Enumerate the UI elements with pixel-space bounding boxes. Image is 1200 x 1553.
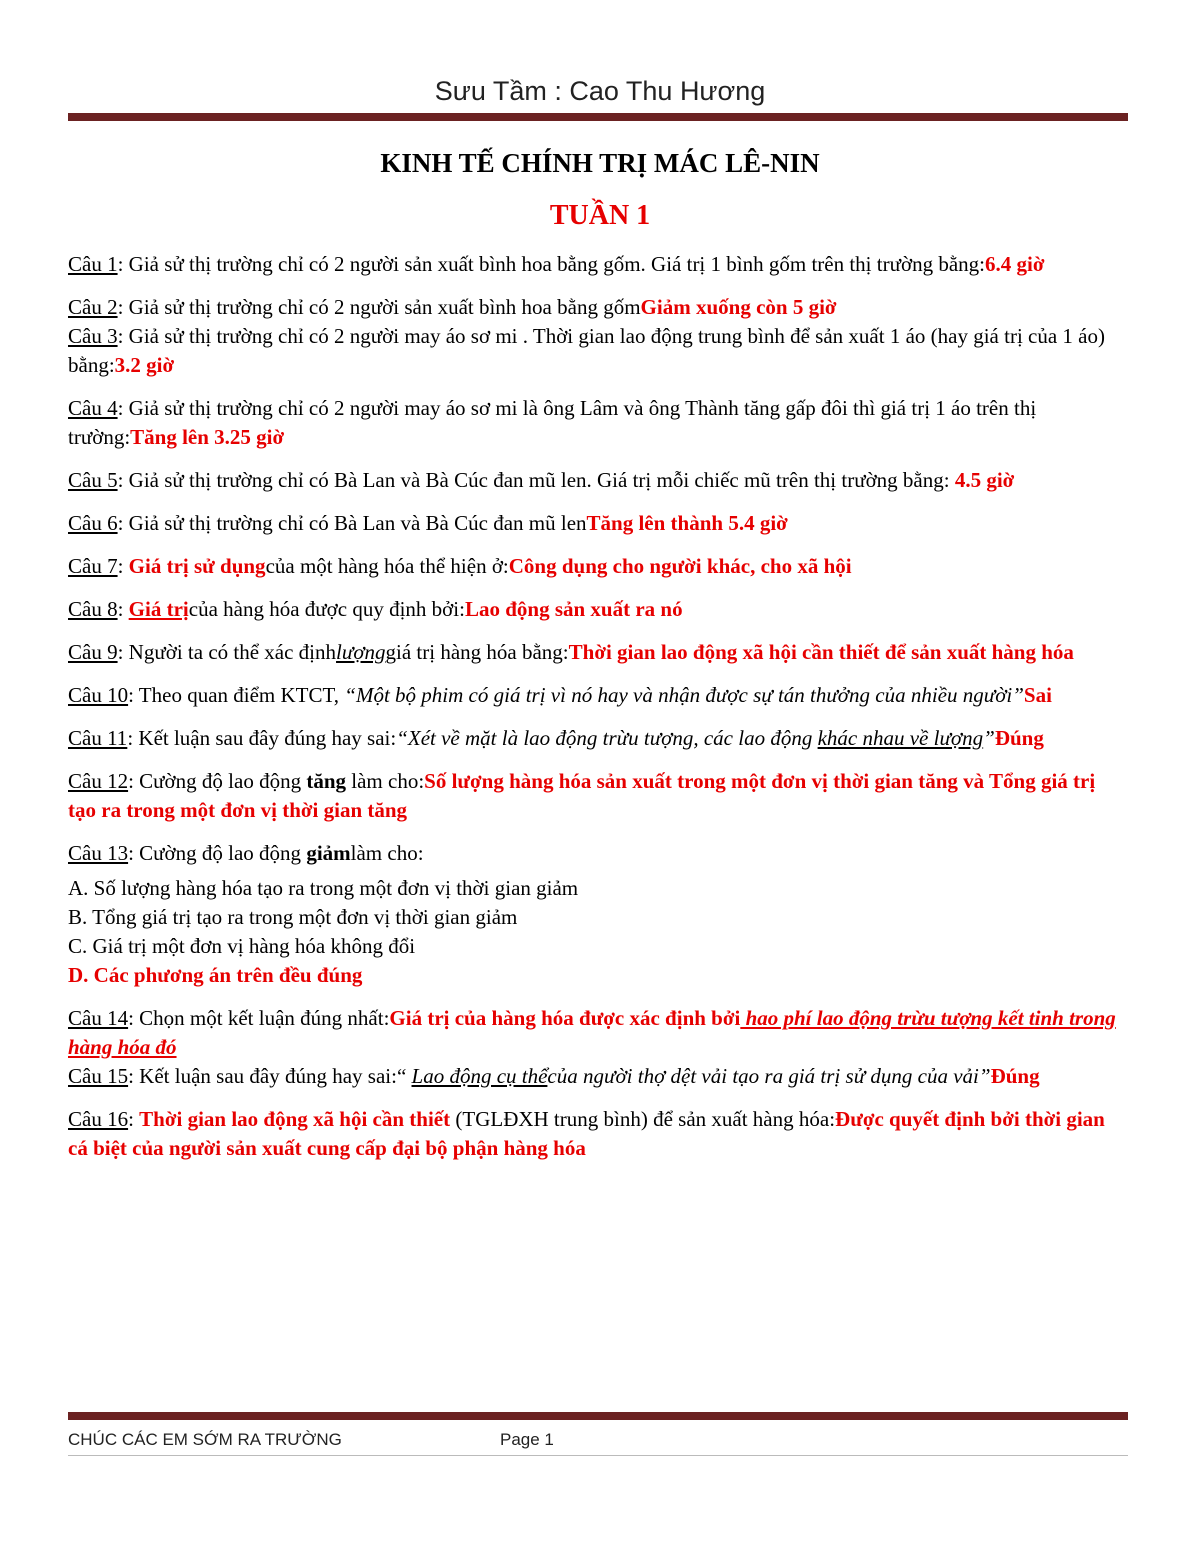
question-term: Giá trị sử dụng [128, 554, 266, 578]
question-label: Câu 11 [68, 726, 128, 750]
option-b: B. Tổng giá trị tạo ra trong một đơn vị thời gian giảm [68, 905, 518, 929]
question-label: Câu 4 [68, 396, 118, 420]
footer-text: CHÚC CÁC EM SỚM RA TRƯỜNG [68, 1430, 342, 1449]
answer: Đúng [990, 1064, 1040, 1088]
option-c: C. Giá trị một đơn vị hàng hóa không đổi [68, 934, 416, 958]
question-16: Câu 16: Thời gian lao động xã hội cần thiết (TGLĐXH trung bình) để sản xuất hàng hóa:Được quyết định bởi thời gian cá biệt của người sản xuất cung cấp đại bộ phận hàng hóa [68, 1107, 1105, 1160]
answer: Thời gian lao động xã hội cần thiết để sản xuất hàng hóa [568, 640, 1074, 664]
question-label: Câu 5 [68, 468, 118, 492]
page-number: Page 1 [500, 1430, 554, 1449]
question-10: Câu 10: Theo quan điểm KTCT, “Một bộ phim có giá trị vì nó hay và nhận được sự tán thưởng của nhiều người”Sai [68, 683, 1052, 707]
question-label: Câu 12 [68, 769, 129, 793]
footer-rule [68, 1412, 1128, 1420]
question-label: Câu 1 [68, 252, 118, 276]
question-label: Câu 3 [68, 324, 118, 348]
answer: Tăng lên 3.25 giờ [130, 425, 285, 449]
question-text: của hàng hóa được quy định bởi: [188, 597, 465, 621]
question-9: Câu 9: Người ta có thể xác địnhlượnggiá trị hàng hóa bằng:Thời gian lao động xã hội cần thiết để sản xuất hàng hóa [68, 640, 1074, 664]
question-text: Giả sử thị trường chỉ có 2 người sản xuất bình hoa bằng gốm [123, 295, 641, 319]
question-list [68, 250, 1128, 1177]
footer-divider [68, 1455, 1128, 1456]
answer-underlined: hao phí lao động trừu tượng kết tinh trong hàng hóa đó [68, 1006, 1116, 1059]
answer: Đúng [994, 726, 1044, 750]
option-d-answer: D. Các phương án trên đều đúng [68, 963, 363, 987]
question-2: Câu 2: Giả sử thị trường chỉ có 2 người sản xuất bình hoa bằng gốmGiảm xuống còn 5 giờ [68, 295, 837, 319]
question-label: Câu 16 [68, 1107, 129, 1131]
week-title: TUẦN 1 [549, 200, 651, 231]
question-label: Câu 13 [68, 841, 129, 865]
question-text: : Cường độ lao động [128, 841, 307, 865]
answer: Sai [1023, 683, 1052, 707]
question-text: Theo quan điểm KTCT, [133, 683, 345, 707]
question-11: Câu 11: Kết luận sau đây đúng hay sai:“Xét về mặt là lao động trừu tượng, các lao động khác nhau về lượng”Đúng [68, 726, 1044, 750]
question-label: Câu 9 [68, 640, 118, 664]
question-text: Giả sử thị trường chỉ có Bà Lan và Bà Cúc đan mũ len. Giá trị mỗi chiếc mũ trên thị trường bằng: [123, 468, 955, 492]
question-text: Kết luận sau đây đúng hay sai:“ [133, 1064, 412, 1088]
question-6: Câu 6: Giả sử thị trường chỉ có Bà Lan và Bà Cúc đan mũ lenTăng lên thành 5.4 giờ [68, 511, 788, 535]
document-title: KINH TẾ CHÍNH TRỊ MÁC LÊ-NIN [380, 148, 820, 178]
question-label: Câu 14 [68, 1006, 129, 1030]
question-8: Câu 8: Giá trịcủa hàng hóa được quy định bởi:Lao động sản xuất ra nó [68, 597, 683, 621]
question-5: Câu 5: Giả sử thị trường chỉ có Bà Lan và Bà Cúc đan mũ len. Giá trị mỗi chiếc mũ trên thị trường bằng: 4.5 giờ [68, 468, 1015, 492]
question-14: Câu 14: Chọn một kết luận đúng nhất:Giá trị của hàng hóa được xác định bởi hao phí lao động trừu tượng kết tinh trong hàng hóa đó [68, 1006, 1116, 1059]
answer: 6.4 giờ [984, 252, 1045, 276]
question-text: Giả sử thị trường chỉ có Bà Lan và Bà Cúc đan mũ len [123, 511, 587, 535]
question-13 [68, 839, 1128, 868]
header-rule [68, 113, 1128, 121]
question-text: (TGLĐXH trung bình) để sản xuất hàng hóa: [450, 1107, 836, 1131]
question-text: Giả sử thị trường chỉ có 2 người sản xuất bình hoa bằng gốm. Giá trị 1 bình gốm trên thị trường bằng: [123, 252, 985, 276]
question-term: Giá trị [128, 597, 189, 621]
question-label: Câu 15 [68, 1064, 129, 1088]
answer: 4.5 giờ [954, 468, 1015, 492]
answer: Lao động sản xuất ra nó [464, 597, 683, 621]
question-term: Thời gian lao động xã hội cần thiết [139, 1107, 451, 1131]
question-quote: “Một bộ phim có giá trị vì nó hay và nhận được sự tán thưởng của nhiều người” [344, 683, 1024, 707]
question-15: Câu 15: Kết luận sau đây đúng hay sai:“ Lao động cụ thểcủa người thợ dệt vải tạo ra giá trị sử dụng của vải”Đúng [68, 1064, 1040, 1088]
question-label: Câu 2 [68, 295, 118, 319]
question-text: của một hàng hóa thể hiện ở: [265, 554, 509, 578]
question-text: Người ta có thể xác định [123, 640, 337, 664]
option-a: A. Số lượng hàng hóa tạo ra trong một đơn vị thời gian giảm [68, 876, 579, 900]
answer: Giảm xuống còn 5 giờ [640, 295, 837, 319]
answer: Số lượng hàng hóa sản xuất trong một đơn vị thời gian tăng và Tổng giá trị tạo ra trong một đơn vị thời gian tăng [68, 769, 1096, 822]
question-quote-underlined: Lao động cụ thể [411, 1064, 548, 1088]
question-term: lượng [336, 640, 386, 664]
question-13-options [68, 874, 1128, 990]
question-text: Giả sử thị trường chỉ có 2 người may áo sơ mi . Thời gian lao động trung bình để sản xuất 1 áo (hay giá trị của 1 áo) bằng: [68, 324, 1105, 377]
answer: Tăng lên thành 5.4 giờ [586, 511, 788, 535]
question-text: Giả sử thị trường chỉ có 2 người may áo sơ mi là ông Lâm và ông Thành tăng gấp đôi thì giá trị 1 áo trên thị trường: [68, 396, 1037, 449]
question-label: Câu 6 [68, 511, 118, 535]
question-quote: của người thợ dệt vải tạo ra giá trị sử dụng của vải” [547, 1064, 991, 1088]
question-term: tăng [306, 769, 347, 793]
question-label: Câu 8 [68, 597, 118, 621]
question-1: Câu 1: Giả sử thị trường chỉ có 2 người sản xuất bình hoa bằng gốm. Giá trị 1 bình gốm trên thị trường bằng:6.4 giờ [68, 252, 1045, 276]
question-3: Câu 3: Giả sử thị trường chỉ có 2 người may áo sơ mi . Thời gian lao động trung bình để sản xuất 1 áo (hay giá trị của 1 áo) bằng:3.2 giờ [68, 324, 1105, 377]
question-text: Chọn một kết luận đúng nhất: [133, 1006, 390, 1030]
question-text: làm cho: [350, 841, 424, 865]
header-title: Sưu Tầm : Cao Thu Hương [434, 76, 766, 106]
question-12: Câu 12: Cường độ lao động tăng làm cho:Số lượng hàng hóa sản xuất trong một đơn vị thời gian tăng và Tổng giá trị tạo ra trong một đơn vị thời gian tăng [68, 769, 1096, 822]
question-quote-end: ” [983, 726, 995, 750]
question-text: làm cho: [346, 769, 425, 793]
answer: 3.2 giờ [114, 353, 175, 377]
question-text: giá trị hàng hóa bằng: [385, 640, 569, 664]
question-quote: “Xét về mặt là lao động trừu tượng, các lao động [396, 726, 818, 750]
answer: Giá trị của hàng hóa được xác định bởi [389, 1006, 741, 1030]
question-label: Câu 7 [68, 554, 118, 578]
question-text: Cường độ lao động [133, 769, 307, 793]
question-term: giảm [306, 841, 351, 865]
question-label: Câu 10 [68, 683, 129, 707]
question-4: Câu 4: Giả sử thị trường chỉ có 2 người may áo sơ mi là ông Lâm và ông Thành tăng gấp đôi thì giá trị 1 áo trên thị trường:Tăng lên 3.25 giờ [68, 396, 1037, 449]
question-7: Câu 7: Giá trị sử dụngcủa một hàng hóa thể hiện ở:Công dụng cho người khác, cho xã hội [68, 554, 852, 578]
question-quote-underlined: khác nhau về lượng [817, 726, 984, 750]
answer: Công dụng cho người khác, cho xã hội [508, 554, 852, 578]
answer: Được quyết định bởi thời gian cá biệt của người sản xuất cung cấp đại bộ phận hàng hóa [68, 1107, 1105, 1160]
question-text: Kết luận sau đây đúng hay sai: [133, 726, 397, 750]
